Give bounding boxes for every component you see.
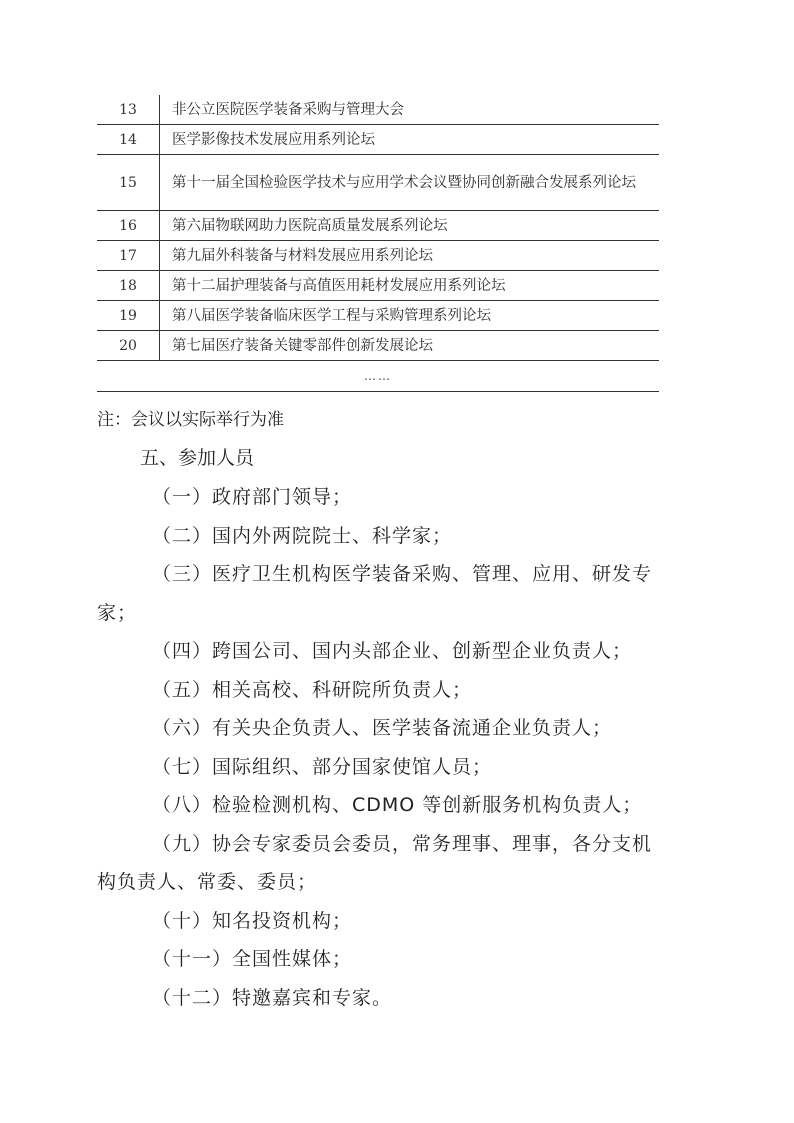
conference-table [97,95,659,392]
list-item: （三）医疗卫生机构医学装备采购、管理、应用、研发专家； [97,563,653,624]
attendee-list [97,478,662,1017]
row-title: 第九届外科装备与材料发展应用系列论坛 [172,247,433,264]
row-number: 13 [97,95,160,124]
section-heading: 五、参加人员 [140,447,255,469]
row-title: 医学影像技术发展应用系列论坛 [172,131,375,148]
row-title: 第十二届护理装备与高值医用耗材发展应用系列论坛 [172,277,506,294]
row-number: 15 [97,155,160,210]
row-number: 16 [97,211,160,240]
row-title: 第七届医疗装备关键零部件创新发展论坛 [172,337,433,354]
list-item: （十）知名投资机构； [152,909,353,932]
table-row [97,155,659,211]
list-item: （十一）全国性媒体； [152,948,353,970]
table-row [97,211,659,241]
list-item: （四）跨国公司、国内头部企业、创新型企业负责人； [152,640,633,662]
table-row [97,125,659,155]
row-number: 19 [97,301,160,330]
row-title: 非公立医院医学装备采购与管理大会 [172,101,404,118]
table-row [97,301,659,331]
list-item: （六）有关央企负责人、医学装备流通企业负责人； [152,717,613,739]
row-number: 18 [97,271,160,300]
table-row [97,331,659,361]
table-row [97,241,659,271]
list-item: （八）检验检测机构、CDMO 等创新服务机构负责人； [152,794,643,816]
row-title: 第十一届全国检验医学技术与应用学术会议暨协同创新融合发展系列论坛 [172,174,636,191]
list-item: （一）政府部门领导； [152,486,353,508]
list-item: （二）国内外两院院士、科学家； [152,524,453,547]
table-ellipsis: …… [97,361,659,392]
table-row [97,95,659,125]
row-number: 14 [97,125,160,154]
list-item: （十二）特邀嘉宾和专家。 [152,986,393,1009]
table-row [97,271,659,301]
row-title: 第六届物联网助力医院高质量发展系列论坛 [172,217,448,234]
list-item: （九）协会专家委员会委员，常务理事、理事，各分支机构负责人、常委、委员； [97,832,653,893]
table-note: 注：会议以实际举行为准 [97,410,284,430]
row-title: 第八届医学装备临床医学工程与采购管理系列论坛 [172,307,491,324]
list-item: （七）国际组织、部分国家使馆人员； [152,755,493,778]
list-item: （五）相关高校、科研院所负责人； [152,678,473,701]
row-number: 20 [97,331,160,360]
row-number: 17 [97,241,160,270]
